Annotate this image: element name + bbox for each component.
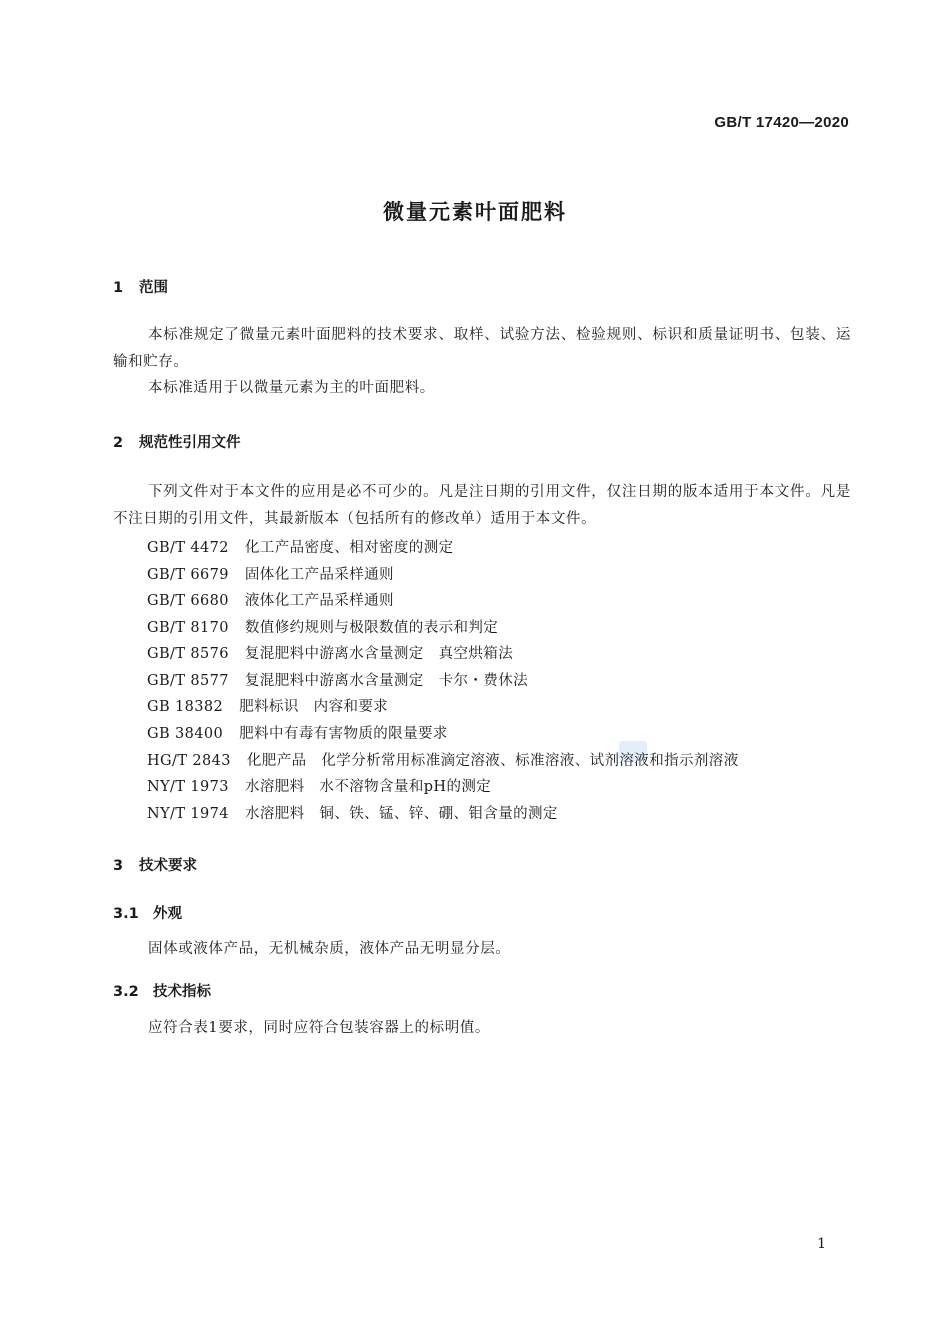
reference-title: 复混肥料中游离水含量测定 真空烘箱法 xyxy=(244,646,514,662)
standard-code: GB/T 17420—2020 xyxy=(714,114,849,131)
subsection-title: 技术指标 xyxy=(153,984,211,1000)
reference-item xyxy=(147,642,513,663)
section-title: 技术要求 xyxy=(139,858,197,874)
subsection-title: 外观 xyxy=(153,906,182,922)
reference-code: GB/T 8577 xyxy=(147,673,229,689)
reference-title: 固体化工产品采样通则 xyxy=(244,567,394,583)
section-1-paragraph-1: 本标准规定了微量元素叶面肥料的技术要求、取样、试验方法、检验规则、标识和质量证明书、包装、运输和贮存。 xyxy=(113,327,851,370)
subsection-number: 3.2 xyxy=(113,984,139,1000)
subsection-3-2-heading xyxy=(113,980,211,1001)
reference-title: 化工产品密度、相对密度的测定 xyxy=(244,540,454,556)
reference-title: 复混肥料中游离水含量测定 卡尔・费休法 xyxy=(244,673,529,689)
reference-code: GB 18382 xyxy=(147,699,224,715)
reference-title: 液体化工产品采样通则 xyxy=(244,593,394,609)
section-number: 1 xyxy=(113,280,124,296)
reference-code: GB 38400 xyxy=(147,726,224,742)
subsection-number: 3.1 xyxy=(113,906,139,922)
section-title: 范围 xyxy=(139,280,168,296)
reference-item xyxy=(147,563,394,584)
reference-title: 肥料中有毒有害物质的限量要求 xyxy=(239,726,448,742)
reference-code: NY/T 1974 xyxy=(147,806,229,822)
reference-item xyxy=(147,775,491,796)
document-title: 微量元素叶面肥料 xyxy=(383,200,567,224)
reference-item xyxy=(147,802,558,823)
reference-code: GB/T 6679 xyxy=(147,567,229,583)
reference-code: HG/T 2843 xyxy=(147,753,231,769)
reference-item xyxy=(147,536,454,557)
reference-title: 数值修约规则与极限数值的表示和判定 xyxy=(244,620,499,636)
reference-code: GB/T 4472 xyxy=(147,540,229,556)
reference-item xyxy=(147,749,739,770)
section-title: 规范性引用文件 xyxy=(139,435,241,451)
reference-title: 水溶肥料 水不溶物含量和pH的测定 xyxy=(244,779,492,795)
subsection-3-2-text: 应符合表1要求，同时应符合包装容器上的标明值。 xyxy=(148,1020,491,1036)
reference-code: GB/T 8576 xyxy=(147,646,229,662)
reference-title: 水溶肥料 铜、铁、锰、锌、硼、钼含量的测定 xyxy=(244,806,558,822)
section-number: 2 xyxy=(113,435,124,451)
subsection-3-1-heading xyxy=(113,902,182,923)
subsection-3-1-text: 固体或液体产品，无机械杂质，液体产品无明显分层。 xyxy=(148,941,511,957)
section-3-heading xyxy=(113,854,197,875)
reference-item xyxy=(147,669,528,690)
reference-item xyxy=(147,589,394,610)
page-number: 1 xyxy=(817,1236,826,1252)
reference-item xyxy=(147,722,448,743)
reference-item xyxy=(147,695,388,716)
section-number: 3 xyxy=(113,858,124,874)
reference-code: GB/T 8170 xyxy=(147,620,229,636)
reference-title: 化肥产品 化学分析常用标准滴定溶液、标准溶液、试剂溶液和指示剂溶液 xyxy=(246,753,739,769)
reference-code: GB/T 6680 xyxy=(147,593,229,609)
reference-title: 肥料标识 内容和要求 xyxy=(239,699,389,715)
section-2-heading xyxy=(113,431,241,452)
section-1-heading xyxy=(113,276,168,297)
reference-code: NY/T 1973 xyxy=(147,779,229,795)
section-1-paragraph-2: 本标准适用于以微量元素为主的叶面肥料。 xyxy=(148,380,435,396)
reference-item xyxy=(147,616,498,637)
section-2-intro: 下列文件对于本文件的应用是必不可少的。凡是注日期的引用文件，仅注日期的版本适用于本文件。凡是不注日期的引用文件，其最新版本（包括所有的修改单）适用于本文件。 xyxy=(113,484,851,527)
